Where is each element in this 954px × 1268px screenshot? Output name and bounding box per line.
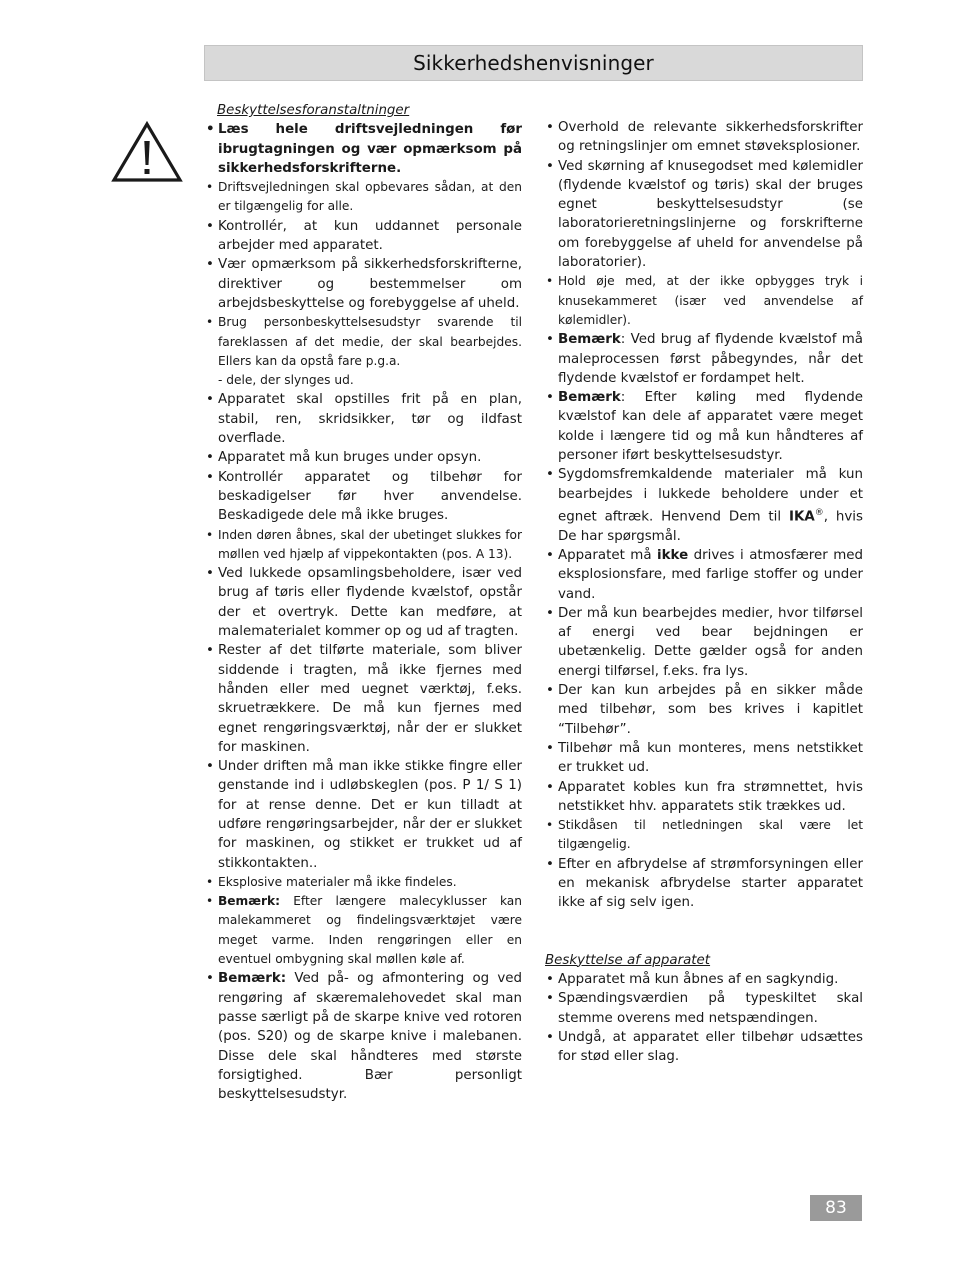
list-item: • Kontrollér apparatet og tilbehør for beskadigelser før hver anvendelse. Beskadigede dele må ikke bruges.: [205, 468, 522, 526]
protective-measures-list-continued: [545, 118, 863, 913]
registered-mark: ®: [814, 507, 824, 518]
protective-measures-list: [205, 120, 522, 1104]
list-item-note: [205, 892, 522, 969]
note-text: Ved på- og afmontering og ved rengøring af skæremalehovedet skal man passe særligt på de skarpe knive ved rotoren (pos. S20) og de skarpe knive i malebanen. Disse dele skal håndteres med største forsigtighed. Bær personligt beskyttelsesudstyr.: [218, 971, 522, 1103]
list-item-note: [545, 330, 863, 388]
note-text: : Efter køling med flydende kvælstof kan dele af apparatet være meget kolde i længere tid og må kun håndteres af personer iført beskyttelsesudstyr.: [558, 390, 863, 464]
list-item: • Under driften må man ikke stikke fingre eller genstande ind i udløbskeglen (pos. P 1/ S 1) for at rense denne. Det er kun tilladt at udføre rengøringsarbejder, når der er slukket for maskinen, og stikket er trukket ud af stikkontakten..: [205, 757, 522, 873]
page-header: [204, 45, 863, 81]
list-item: • Apparatet skal opstilles frit på en plan, stabil, ren, skridsikker, tør og ildfast overflade.: [205, 390, 522, 448]
list-item-text: Sygdomsfremkaldende materialer må kun bearbejdes i lukkede beholdere under et egnet aftræk. Henvend Dem til: [558, 467, 863, 525]
list-item: • Tilbehør må kun monteres, mens netstikket er trukket ud.: [545, 739, 863, 778]
list-item: • Rester af det tilførte materiale, som bliver siddende i tragten, må ikke fjernes med hånden eller med uegnet værktøj, f.eks. skruetrækkere. De må kun fjernes med egnet rengøringsværktøj, når der er slukket for maskinen.: [205, 641, 522, 757]
list-item: • Inden døren åbnes, skal der ubetinget slukkes for møllen ved hjælp af vippekontakten (pos. A 13).: [205, 526, 522, 565]
list-item-note: [205, 969, 522, 1104]
list-item: • Driftsvejledningen skal opbevares sådan, at den er tilgængelig for alle.: [205, 178, 522, 217]
list-item: [545, 546, 863, 604]
page-number: 83: [810, 1195, 862, 1221]
right-column: [545, 118, 863, 1066]
list-item: • Spændingsværdien på typeskiltet skal stemme overens med netspændingen.: [545, 989, 863, 1028]
note-text: : Ved brug af flydende kvælstof må maleprocessen først påbegyndes, når det flydende kvælstof er fordampet helt.: [558, 332, 863, 386]
note-label: Bemærk:: [218, 894, 281, 909]
list-item: [545, 465, 863, 546]
list-item: • Hold øje med, at der ikke opbygges tryk i knusekammeret (især ved anvendelse af kølemidler).: [545, 272, 863, 330]
section-title-device-protection: Beskyttelse af apparatet: [545, 952, 711, 968]
device-protection-list: [545, 970, 863, 1066]
list-item-text: Apparatet må: [558, 548, 658, 563]
list-item-text: Brug personbeskyttelsesudstyr svarende til fareklassen af det medie, der skal bearbejdes. Ellers kan da opstå fare p.g.a.: [218, 315, 522, 368]
list-item: • Der må kun bearbejdes medier, hvor tilførsel af energi ved bear bejdningen er ubetænkelig. Dette gælder også for anden energi tilførsel, f.eks. fra lys.: [545, 604, 863, 681]
list-item: • Ved lukkede opsamlingsbeholdere, især ved brug af tøris eller flydende kvælstof, opstår der et overtryk. Dette kan medføre, at malematerialet kommer op og ud af tragten.: [205, 564, 522, 641]
list-item: • Eksplosive materialer må ikke findeles.: [205, 873, 522, 892]
list-item: • Vær opmærksom på sikkerhedsforskrifterne, direktiver og bestemmelser om arbejdsbeskyttelse og forebyggelse af uheld.: [205, 255, 522, 313]
page-title: Sikkerhedshenvisninger: [413, 51, 654, 75]
list-item-note: [545, 388, 863, 465]
list-item-text: drives i atmosfærer med eksplosionsfare, med farlige stoffer og under vand.: [558, 548, 863, 602]
list-item: • Apparatet må kun bruges under opsyn.: [205, 448, 522, 467]
note-label: Bemærk: [558, 332, 621, 348]
brand-ika: IKA: [789, 509, 815, 525]
list-item: • Apparatet må kun åbnes af en sagkyndig.: [545, 970, 863, 989]
list-item: • Der kan kun arbejdes på en sikker måde med tilbehør, som bes krives i kapitlet “Tilbehør”.: [545, 681, 863, 739]
section-title-protective-measures: Beskyttelsesforanstaltninger: [217, 103, 410, 118]
list-item-text: , hvis De har spørgsmål.: [558, 509, 864, 544]
list-item: • Undgå, at apparatet eller tilbehør udsættes for stød eller slag.: [545, 1028, 863, 1067]
list-sub-item: - dele, der slynges ud.: [218, 373, 354, 388]
list-item: • Efter en afbrydelse af strømforsyningen eller en mekanisk afbrydelse starter apparatet ikke af sig selv igen.: [545, 855, 863, 913]
note-label: Bemærk:: [218, 971, 287, 987]
list-item: • Stikdåsen til netledningen skal være let tilgængelig.: [545, 816, 863, 855]
note-label: Bemærk: [558, 390, 621, 406]
left-column: [205, 101, 522, 1104]
list-item: • Læs hele driftsvejledningen før ibrugtagningen og vær opmærksom på sikkerhedsforskrifterne.: [205, 120, 522, 178]
list-item: • Overhold de relevante sikkerhedsforskrifter og retningslinjer om emnet støveksplosioner.: [545, 118, 863, 157]
warning-triangle-icon: [111, 121, 183, 183]
note-text: Efter længere malecyklusser kan malekammeret og findelingsværktøjet være meget varme. Inden rengøringen eller en eventuel ombygning skal møllen køle af.: [218, 894, 522, 967]
emphasis-ikke: ikke: [657, 548, 689, 563]
list-item: [205, 313, 522, 390]
list-item: • Kontrollér, at kun uddannet personale arbejder med apparatet.: [205, 217, 522, 256]
list-item: • Apparatet kobles kun fra strømnettet, hvis netstikket hhv. apparatets stik trækkes ud.: [545, 778, 863, 817]
list-item: • Ved skørning af knusegodset med kølemidler (flydende kvælstof og tøris) skal der bruges egnet beskyttelsesudstyr (se laboratorieretningslinjerne og forskrifterne om forebyggelse af uheld for anvendelse på laboratorier).: [545, 157, 863, 273]
